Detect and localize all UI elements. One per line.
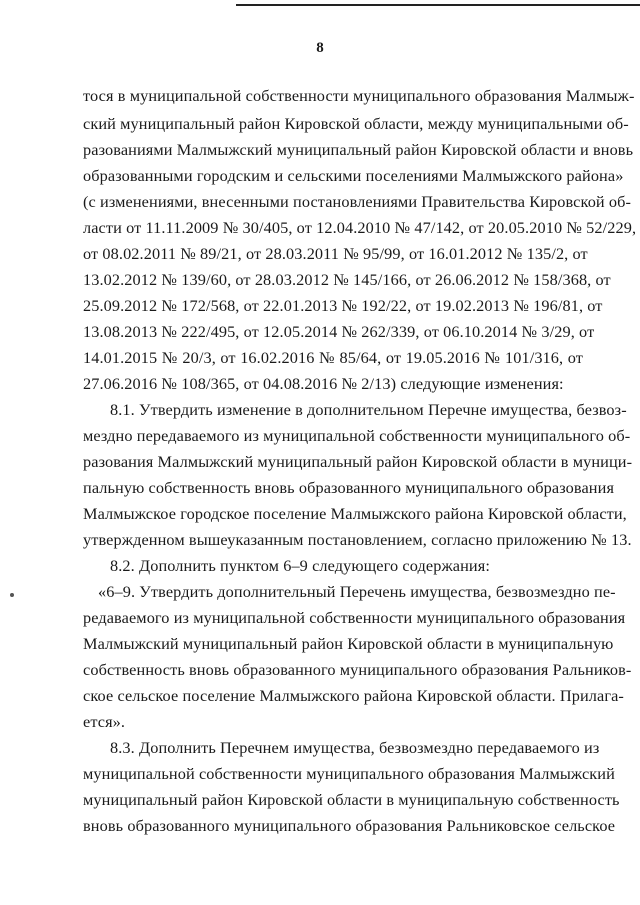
text-line: 14.01.2015 № 20/3, от 16.02.2016 № 85/64, от 19.05.2016 № 101/316, от [83, 348, 583, 367]
text-line: пальную собственность вновь образованного муниципального образования [83, 478, 615, 497]
text-line: мездно передаваемого из муниципальной собственности муниципального об- [83, 426, 631, 445]
text-line: Малмыжское городское поселение Малмыжского района Кировской области, [83, 504, 627, 523]
text-line: ется». [83, 712, 126, 731]
text-line: тося в муниципальной собственности муниципального образования Малмыж- [83, 86, 635, 105]
text-line: муниципальный район Кировской области в муниципальную собственность [83, 790, 620, 809]
text-line: редаваемого из муниципальной собственности муниципального образования [83, 608, 626, 627]
text-line: вновь образованного муниципального образования Ральниковское сельское [83, 816, 616, 835]
page-number: 8 [316, 40, 324, 56]
paragraph-6-9-start: «6–9. Утвердить дополнительный Перечень имущества, безвозмездно пе- [98, 582, 616, 601]
text-line: муниципальной собственности муниципального образования Малмыжский [83, 764, 615, 783]
text-line: Малмыжский муниципальный район Кировской области в муниципальную [83, 634, 614, 653]
text-line: разования Малмыжский муниципальный район Кировской области в муници- [83, 452, 633, 471]
text-line: от 08.02.2011 № 89/21, от 28.03.2011 № 95/99, от 16.01.2012 № 135/2, от [83, 244, 588, 263]
paragraph-8-1-start: 8.1. Утвердить изменение в дополнительном Перечне имущества, безвоз- [110, 400, 627, 419]
text-line: утвержденном вышеуказанным постановлением, согласно приложению № 13. [83, 530, 632, 549]
text-line: ское сельское поселение Малмыжского района Кировской области. Прилага- [83, 686, 624, 705]
text-line: 13.02.2012 № 139/60, от 28.03.2012 № 145/166, от 26.06.2012 № 158/368, от [83, 270, 611, 289]
text-line: образованными городским и сельскими поселениями Малмыжского района» [83, 166, 624, 185]
margin-mark [10, 593, 14, 597]
text-line: разованиями Малмыжский муниципальный район Кировской области и вновь [83, 140, 634, 159]
paragraph-8-3-start: 8.3. Дополнить Перечнем имущества, безвозмездно передаваемого из [110, 738, 600, 757]
text-line: собственность вновь образованного муниципального образования Ральников- [83, 660, 632, 679]
text-line: ский муниципальный район Кировской области, между муниципальными об- [83, 114, 629, 133]
text-line: (с изменениями, внесенными постановлениями Правительства Кировской об- [83, 192, 632, 211]
text-line: 13.08.2013 № 222/495, от 12.05.2014 № 262/339, от 06.10.2014 № 3/29, от [83, 322, 595, 341]
text-line: ласти от 11.11.2009 № 30/405, от 12.04.2010 № 47/142, от 20.05.2010 № 52/229, [83, 218, 637, 237]
text-line: 25.09.2012 № 172/568, от 22.01.2013 № 192/22, от 19.02.2013 № 196/81, от [83, 296, 603, 315]
top-rule [236, 4, 640, 6]
text-line: 27.06.2016 № 108/365, от 04.08.2016 № 2/13) следующие изменения: [83, 374, 564, 393]
paragraph-8-2: 8.2. Дополнить пунктом 6–9 следующего содержания: [110, 556, 490, 575]
